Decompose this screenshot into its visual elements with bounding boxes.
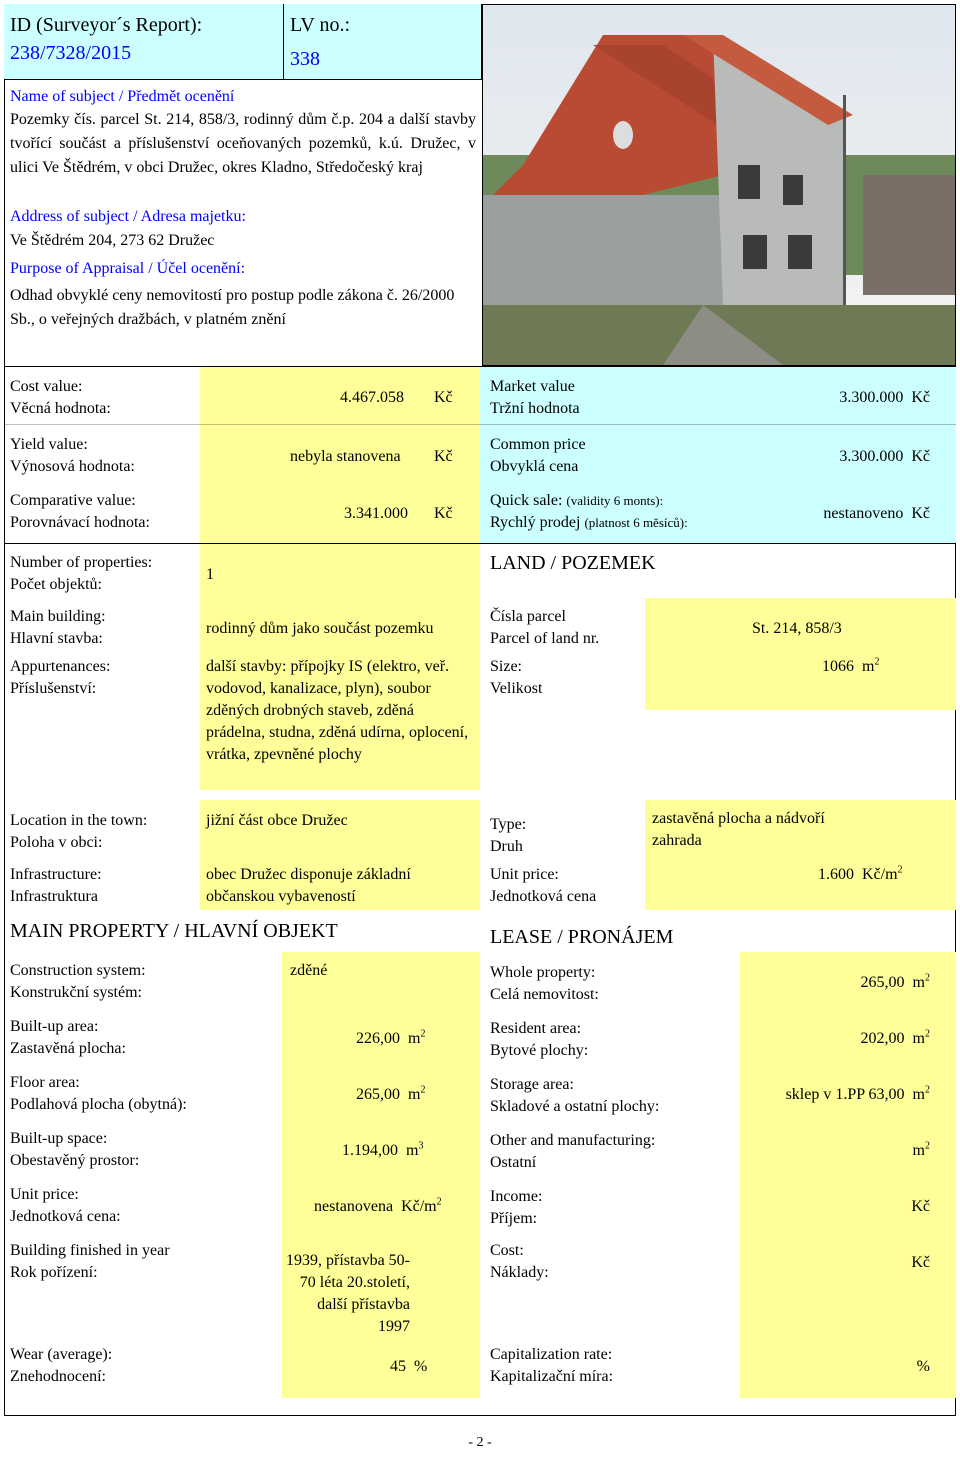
common-label-en: Common price — [490, 436, 586, 453]
stor-label-cz: Skladové a ostatní plochy: — [490, 1098, 660, 1115]
values-bottom-border — [4, 543, 956, 544]
builtup-value — [356, 1028, 425, 1050]
year-label-en: Building finished in year — [10, 1242, 170, 1259]
lv-value: 338 — [290, 48, 320, 70]
floor-label-cz: Podlahová plocha (obytná): — [10, 1096, 187, 1113]
cost-label-cz: Věcná hodnota: — [10, 400, 111, 417]
space-value — [342, 1140, 423, 1162]
subject-label: Name of subject / Předmět ocenění — [10, 88, 235, 105]
unit-value — [818, 864, 903, 886]
house-illustration — [483, 5, 955, 365]
loc-label-en: Location in the town: — [10, 812, 148, 829]
unit-exp: 2 — [897, 864, 903, 876]
cost-label-en: Cost value: — [10, 378, 83, 395]
comp-label-cz: Porovnávací hodnota: — [10, 514, 150, 531]
cap-value — [760, 1356, 930, 1378]
quick-label-en — [490, 490, 663, 512]
id-label: ID (Surveyor´s Report): — [10, 14, 203, 36]
size-label-cz: Velikost — [490, 680, 543, 697]
other-value — [760, 1140, 930, 1162]
purpose-text: Odhad obvyklé ceny nemovitostí pro postup podle zákona č. 26/2000 Sb., o veřejných dražbách, v platném znění — [10, 287, 455, 328]
quick-value — [740, 503, 930, 525]
land-yellow-top — [645, 598, 956, 710]
common-currency: Kč — [911, 448, 930, 465]
loc-value: jižní část obce Družec — [206, 812, 348, 829]
res-label-cz: Bytové plochy: — [490, 1042, 589, 1059]
unit-unit: Kč/m — [862, 866, 898, 883]
other-label-en: Other and manufacturing: — [490, 1132, 656, 1149]
year-label-cz: Rok pořízení: — [10, 1264, 98, 1281]
space-unit: m — [406, 1142, 419, 1159]
size-amount: 1066 — [822, 658, 854, 675]
whole-label-en: Whole property: — [490, 964, 596, 981]
whole-exp: 2 — [925, 972, 930, 984]
comp-currency: Kč — [434, 505, 453, 522]
parcel-label-en: Parcel of land nr. — [490, 630, 600, 647]
property-photo — [482, 4, 956, 366]
subject-text: Pozemky čís. parcel St. 214, 858/3, rodinný dům č.p. 204 a další stavby tvořící součást a příslušenství oceňovaných pozemků, k.ú. Družec, v ulici Ve Štědrém, v obci Družec, okres Kladno, Středočeský kraj — [10, 111, 476, 176]
common-value — [760, 446, 930, 468]
builtup-label-en: Built-up area: — [10, 1018, 99, 1035]
parcel-value: St. 214, 858/3 — [752, 620, 842, 637]
cons-label-en: Construction system: — [10, 962, 146, 979]
income-label-en: Income: — [490, 1188, 543, 1205]
size-unit: m — [862, 658, 875, 675]
space-label-en: Built-up space: — [10, 1130, 108, 1147]
space-label-cz: Obestavěný prostor: — [10, 1152, 140, 1169]
whole-value — [760, 972, 930, 994]
stor-unit: m — [912, 1086, 925, 1103]
stor-exp: 2 — [925, 1084, 930, 1096]
comp-value: 3.341.000 — [344, 505, 408, 522]
uprice-label-cz: Jednotková cena: — [10, 1208, 121, 1225]
cons-value: zděné — [290, 962, 328, 979]
unit-label-en: Unit price: — [490, 866, 559, 883]
parcel-label-cz: Čísla parcel — [490, 608, 566, 625]
common-label-cz: Obvyklá cena — [490, 458, 579, 475]
land-heading: LAND / POZEMEK — [490, 552, 656, 574]
main-label-en: Main building: — [10, 608, 106, 625]
res-value — [760, 1028, 930, 1050]
uprice-exp: 2 — [436, 1196, 442, 1208]
floor-exp: 2 — [420, 1084, 426, 1096]
quick-amount: nestanoveno — [823, 505, 904, 522]
app-label-cz: Příslušenství: — [10, 680, 97, 697]
count-label-en: Number of properties: — [10, 554, 153, 571]
type-value-1: zastavěná plocha a nádvoří — [652, 810, 825, 827]
comp-label-en: Comparative value: — [10, 492, 136, 509]
wear-label-en: Wear (average): — [10, 1346, 113, 1363]
uprice-value — [314, 1196, 442, 1218]
yield-label-en: Yield value: — [10, 436, 88, 453]
cost-value: 4.467.058 — [340, 389, 404, 406]
lv-label: LV no.: — [290, 14, 351, 36]
res-label-en: Resident area: — [490, 1020, 582, 1037]
unit-label-cz: Jednotková cena — [490, 888, 597, 905]
lease-cost-currency: Kč — [911, 1254, 930, 1271]
space-exp: 3 — [418, 1140, 424, 1152]
address-value: Ve Štědrém 204, 273 62 Družec — [10, 232, 215, 249]
type-label-en: Type: — [490, 816, 527, 833]
app-value: další stavby: přípojky IS (elektro, veř. vodovod, kanalizace, plyn), soubor zděných drobných staveb, zděná prádelna, studna, zděná udírna, oplocení, vrátka, zpevněné plochy — [206, 658, 469, 763]
lease-cost-label-cz: Náklady: — [490, 1264, 549, 1281]
cap-unit: % — [916, 1358, 930, 1375]
other-unit: m — [912, 1142, 925, 1159]
market-currency: Kč — [911, 389, 930, 406]
market-label-cz: Tržní hodnota — [490, 400, 580, 417]
app-label-en: Appurtenances: — [10, 658, 111, 675]
uprice-amount: nestanovena — [314, 1198, 394, 1215]
purpose-label: Purpose of Appraisal / Účel ocenění: — [10, 260, 246, 277]
values-separator-1 — [4, 424, 956, 425]
space-amount: 1.194,00 — [342, 1142, 398, 1159]
builtup-unit: m — [408, 1030, 421, 1047]
wear-label-cz: Znehodnocení: — [10, 1368, 106, 1385]
quick-currency: Kč — [911, 505, 930, 522]
income-label-cz: Příjem: — [490, 1210, 538, 1227]
infra-label-cz: Infrastruktura — [10, 888, 98, 905]
cons-label-cz: Konstrukční systém: — [10, 984, 142, 1001]
stor-value — [744, 1084, 930, 1106]
quick-label-cz-text: Rychlý prodej — [490, 514, 581, 531]
size-exp: 2 — [874, 656, 880, 668]
address-label: Address of subject / Adresa majetku: — [10, 208, 246, 225]
whole-label-cz: Celá nemovitost: — [490, 986, 599, 1003]
res-amount: 202,00 — [860, 1030, 905, 1047]
lease-heading: LEASE / PRONÁJEM — [490, 926, 674, 948]
size-value — [822, 656, 879, 678]
wear-unit: % — [414, 1358, 428, 1375]
lease-cost-label-en: Cost: — [490, 1242, 524, 1259]
floor-label-en: Floor area: — [10, 1074, 80, 1091]
wear-amount: 45 — [390, 1358, 406, 1375]
market-amount: 3.300.000 — [839, 389, 904, 406]
quick-label-en-text: Quick sale: — [490, 492, 563, 509]
infra-label-en: Infrastructure: — [10, 866, 102, 883]
yield-label-cz: Výnosová hodnota: — [10, 458, 135, 475]
lease-yellow-block — [740, 952, 956, 1398]
lease-cost-value — [760, 1252, 930, 1274]
main-value: rodinný dům jako součást pozemku — [206, 620, 434, 637]
unit-amount: 1.600 — [818, 866, 854, 883]
year-value: 1939, přístavba 50-70 léta 20.století, další přístavba 1997 — [286, 1252, 410, 1335]
uprice-label-en: Unit price: — [10, 1186, 79, 1203]
builtup-exp: 2 — [420, 1028, 426, 1040]
quick-note-cz: (platnost 6 měsíců): — [584, 515, 688, 530]
floor-unit: m — [408, 1086, 421, 1103]
market-label-en: Market value — [490, 378, 575, 395]
lv-box — [284, 4, 482, 80]
market-value — [760, 387, 930, 409]
main-property-heading: MAIN PROPERTY / HLAVNÍ OBJEKT — [10, 920, 338, 942]
other-exp: 2 — [925, 1140, 930, 1152]
other-label-cz: Ostatní — [490, 1154, 537, 1171]
builtup-label-cz: Zastavěná plocha: — [10, 1040, 126, 1057]
type-value-2: zahrada — [652, 832, 702, 849]
size-label-en: Size: — [490, 658, 522, 675]
yield-currency: Kč — [434, 448, 453, 465]
uprice-unit: Kč/m — [401, 1198, 437, 1215]
stor-amount: sklep v 1.PP 63,00 — [785, 1086, 905, 1103]
count-value: 1 — [206, 566, 214, 583]
page-number: - 2 - — [468, 1435, 492, 1450]
cap-label-cz: Kapitalizační míra: — [490, 1368, 614, 1385]
income-currency: Kč — [911, 1198, 930, 1215]
common-amount: 3.300.000 — [839, 448, 904, 465]
cost-currency: Kč — [434, 389, 453, 406]
whole-amount: 265,00 — [860, 974, 905, 991]
floor-value — [356, 1084, 425, 1106]
loc-label-cz: Poloha v obci: — [10, 834, 103, 851]
builtup-amount: 226,00 — [356, 1030, 400, 1047]
res-exp: 2 — [925, 1028, 930, 1040]
yield-value: nebyla stanovena — [290, 448, 401, 465]
stor-label-en: Storage area: — [490, 1076, 574, 1093]
wear-value — [390, 1356, 427, 1378]
income-value — [760, 1196, 930, 1218]
type-label-cz: Druh — [490, 838, 523, 855]
cap-label-en: Capitalization rate: — [490, 1346, 613, 1363]
main-label-cz: Hlavní stavba: — [10, 630, 103, 647]
quick-note-en: (validity 6 monts): — [566, 493, 664, 508]
res-unit: m — [912, 1030, 925, 1047]
whole-unit: m — [912, 974, 925, 991]
quick-label-cz — [490, 512, 688, 534]
id-value: 238/7328/2015 — [10, 42, 132, 64]
infra-value: obec Družec disponuje základní občanskou vybaveností — [206, 866, 411, 905]
id-box — [4, 4, 284, 80]
count-label-cz: Počet objektů: — [10, 576, 102, 593]
floor-amount: 265,00 — [356, 1086, 400, 1103]
